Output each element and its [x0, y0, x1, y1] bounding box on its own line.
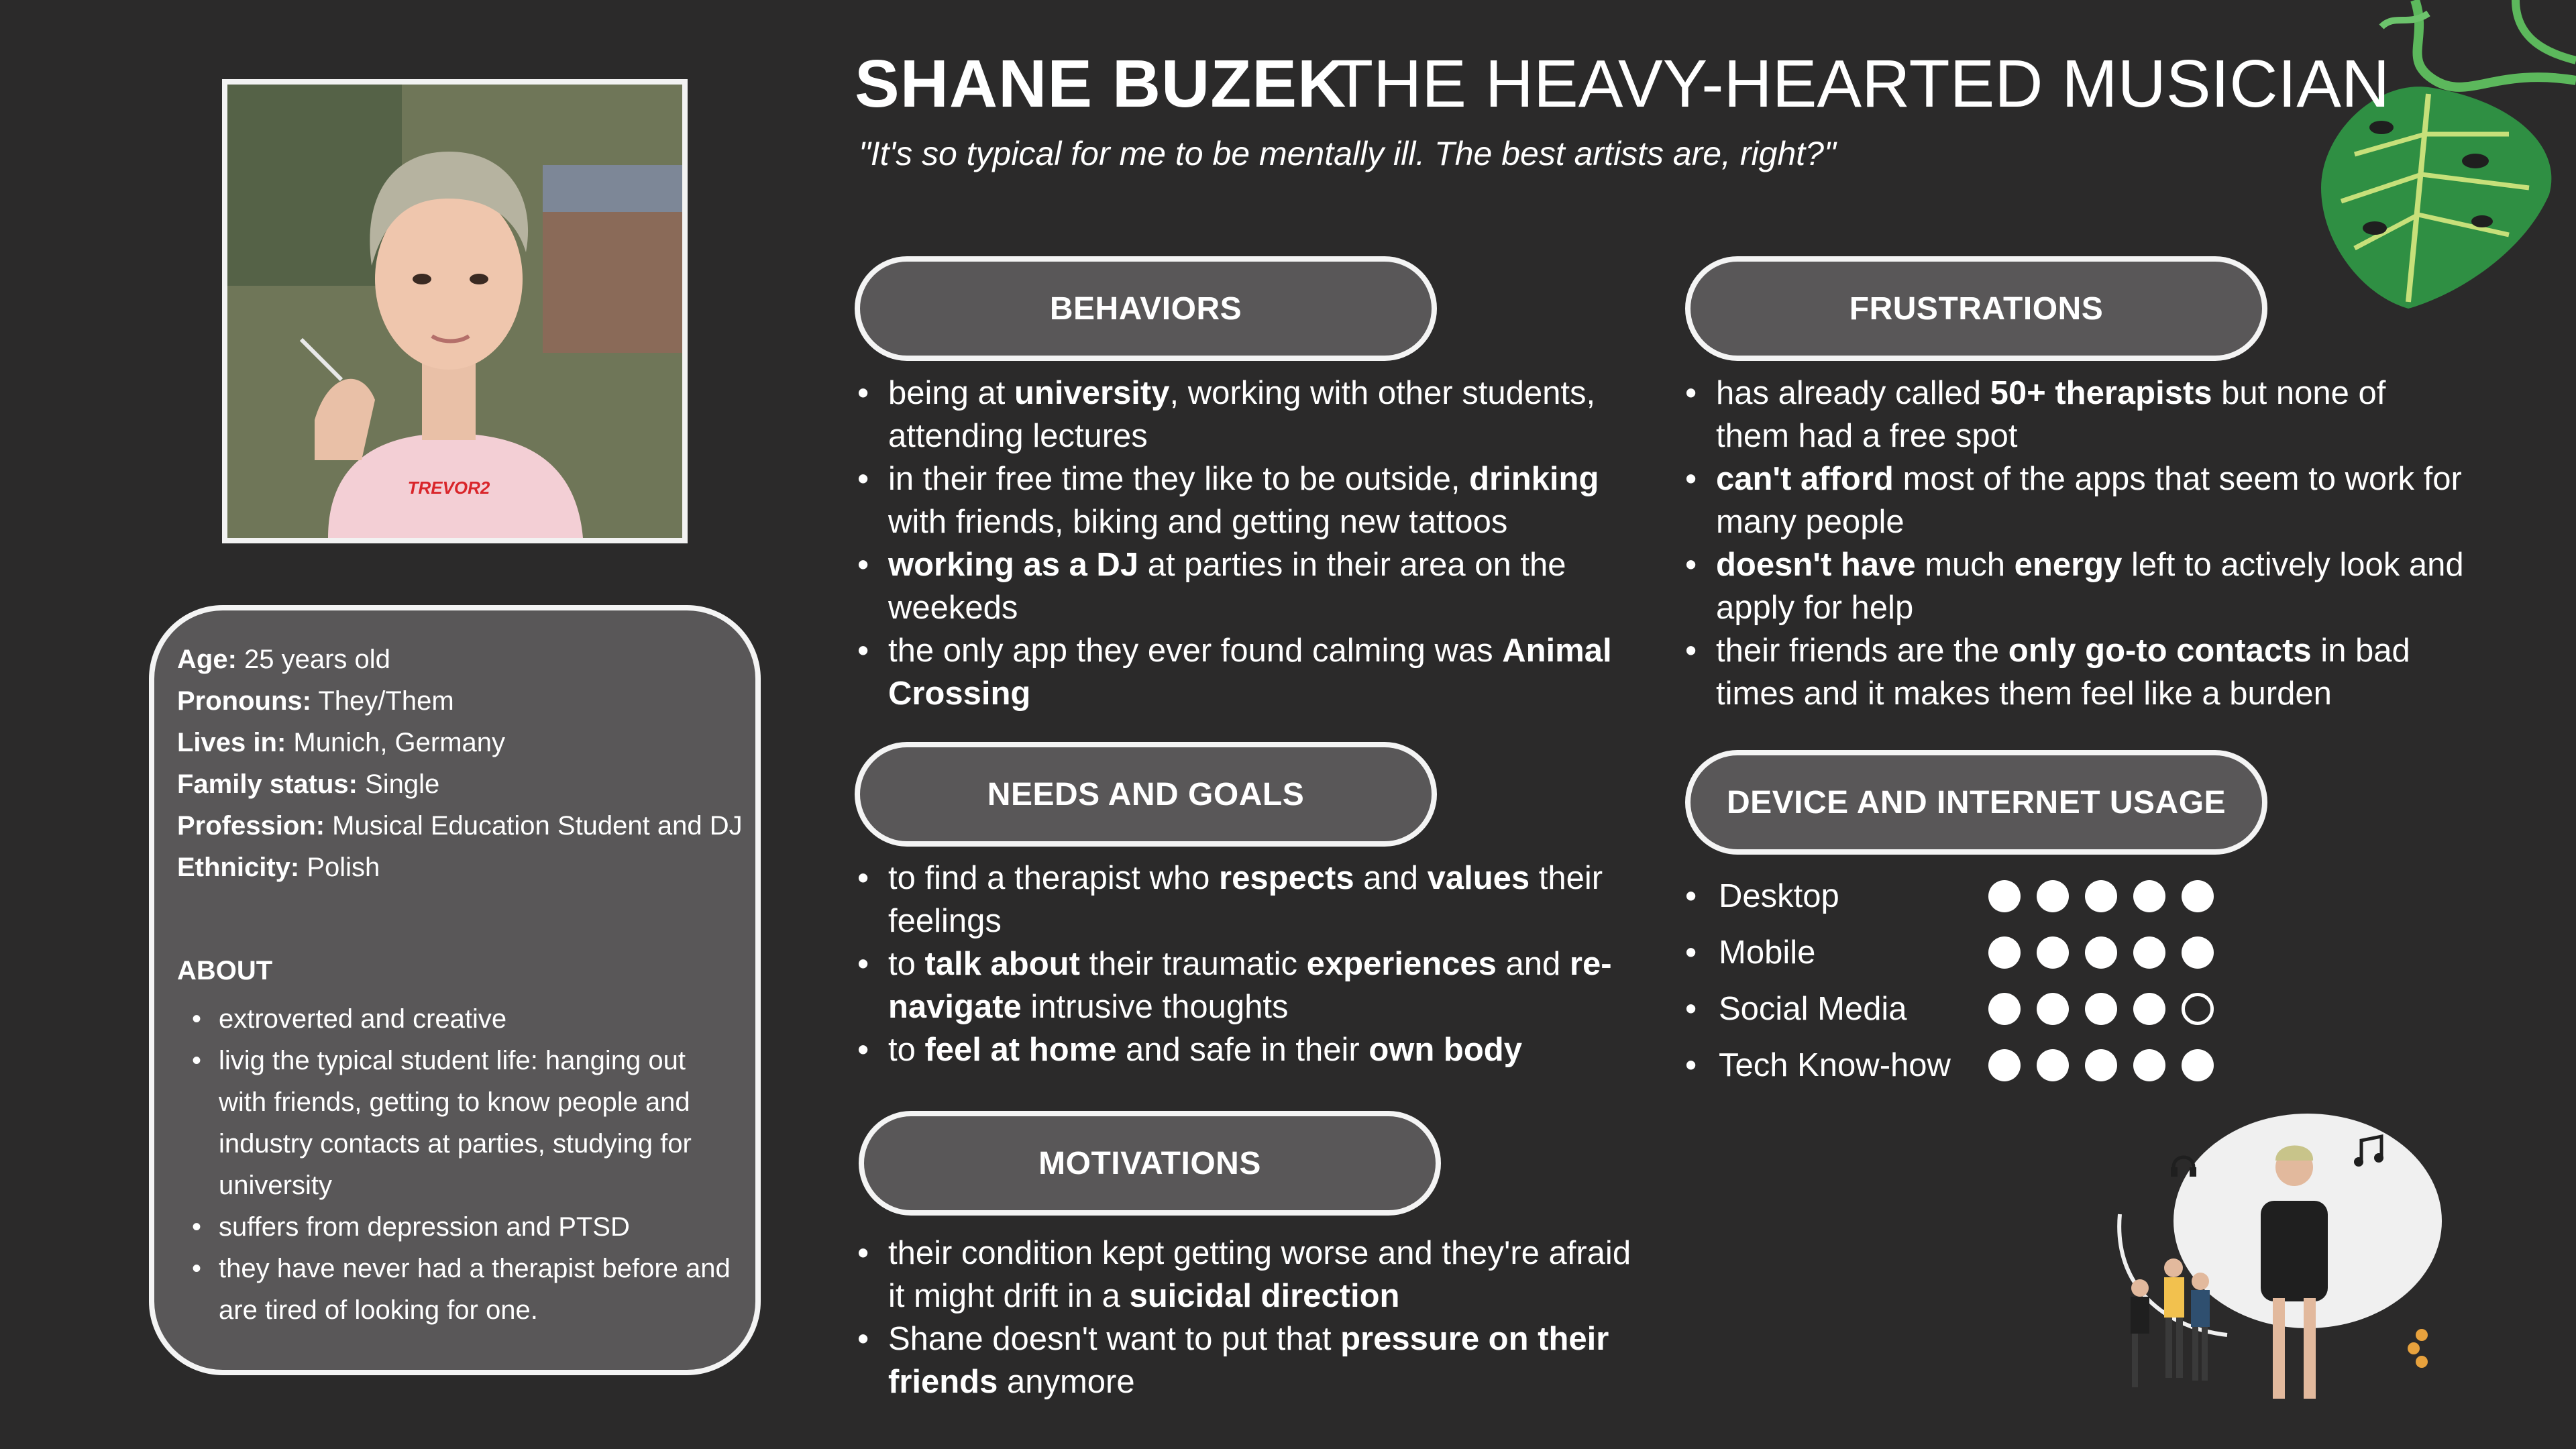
- needs-item: [855, 857, 1640, 943]
- usage-label: • Social Media: [1682, 990, 1907, 1028]
- usage-row: [1682, 1041, 2286, 1097]
- profile-fact-value: They/Them: [311, 686, 454, 716]
- body-text: to find a therapist who: [888, 860, 1220, 896]
- body-text: and: [1354, 860, 1428, 896]
- emphasis-text: respects: [1219, 860, 1354, 896]
- body-text: left to actively look and apply for help: [1716, 547, 2464, 626]
- profile-fact-value: 25 years old: [236, 645, 390, 674]
- about-item: • suffers from depression and PTSD: [177, 1206, 741, 1248]
- emphasis-text: only go-to contacts: [2008, 633, 2312, 669]
- profile-fact-value: Polish: [299, 853, 380, 882]
- rating-dot-filled: [2133, 993, 2165, 1025]
- rating-dot-filled: [2037, 880, 2069, 912]
- body-text: , working with other students, attending lectures: [888, 375, 1596, 454]
- rating-dot-filled: [2037, 936, 2069, 969]
- profile-fact-row: [177, 763, 754, 805]
- about-title: ABOUT: [177, 956, 273, 985]
- body-text: the only app they ever found calming was: [888, 633, 1503, 669]
- behaviors-heading: BEHAVIORS: [855, 256, 1437, 361]
- profile-fact-row: [177, 805, 754, 847]
- profile-fact-label: Family status:: [177, 769, 358, 799]
- behaviors-item: [855, 629, 1640, 715]
- emphasis-text: energy: [2014, 547, 2123, 583]
- body-text: much: [1915, 547, 2015, 583]
- body-text: to: [888, 1032, 925, 1068]
- needs-item: [855, 1028, 1640, 1071]
- rating-dot-empty: [2182, 993, 2214, 1025]
- shirt-print-text: TREVOR2: [407, 478, 490, 498]
- profile-fact-label: Lives in:: [177, 728, 286, 757]
- motivations-heading: MOTIVATIONS: [859, 1111, 1441, 1216]
- frustrations-item: [1682, 458, 2467, 543]
- body-text: but none of them had a free spot: [1716, 375, 2386, 454]
- emphasis-text: can't afford: [1716, 461, 1894, 497]
- frustrations-item: [1682, 543, 2467, 629]
- rating-dot-filled: [2182, 880, 2214, 912]
- needs-goals-list: [855, 857, 1640, 1071]
- persona-quote: "It's so typical for me to be mentally ill. The best artists are, right?": [859, 135, 1836, 172]
- profile-fact-row: [177, 722, 754, 763]
- profile-fact-label: Ethnicity:: [177, 853, 300, 882]
- rating-dot-filled: [1988, 1049, 2021, 1081]
- usage-label: • Mobile: [1682, 934, 1815, 971]
- rating-dots: [1988, 936, 2214, 969]
- rating-dot-filled: [2133, 936, 2165, 969]
- rating-dot-filled: [2085, 880, 2117, 912]
- body-text: at parties in their area on the weekeds: [888, 547, 1566, 626]
- rating-dot-filled: [2133, 1049, 2165, 1081]
- rating-dot-filled: [2085, 936, 2117, 969]
- emphasis-text: 50+ therapists: [1990, 375, 2212, 411]
- motivations-item: [855, 1318, 1640, 1403]
- needs-goals-heading: NEEDS AND GOALS: [855, 742, 1437, 847]
- rating-dot-filled: [2085, 993, 2117, 1025]
- about-item: • they have never had a therapist before and are tired of looking for one.: [177, 1248, 741, 1331]
- behaviors-item: [855, 458, 1640, 543]
- rating-dot-filled: [2037, 993, 2069, 1025]
- body-text: in their free time they like to be outside,: [888, 461, 1470, 497]
- body-text: being at: [888, 375, 1014, 411]
- body-text: most of the apps that seem to work for many people: [1716, 461, 2462, 540]
- emphasis-text: values: [1427, 860, 1530, 896]
- body-text: Shane doesn't want to put that: [888, 1321, 1341, 1357]
- body-text: and: [1496, 946, 1570, 982]
- profile-fact-row: [177, 847, 754, 888]
- emphasis-text: own body: [1368, 1032, 1522, 1068]
- needs-item: [855, 943, 1640, 1028]
- profile-fact-row: [177, 639, 754, 680]
- rating-dots: [1988, 993, 2214, 1025]
- body-text: their feelings: [888, 860, 1603, 939]
- behaviors-list: [855, 372, 1640, 715]
- profile-fact-row: [177, 680, 754, 722]
- rating-dot-filled: [2182, 1049, 2214, 1081]
- body-text: and safe in their: [1116, 1032, 1369, 1068]
- about-list: [177, 998, 741, 1331]
- usage-row: [1682, 928, 2286, 985]
- motivations-item: [855, 1232, 1640, 1318]
- about-item: • livig the typical student life: hanging out with friends, getting to know people and industry contacts at parties, studying for university: [177, 1040, 741, 1206]
- profile-facts: [177, 639, 754, 888]
- emphasis-text: pressure on their friends: [888, 1321, 1609, 1400]
- profile-fact-label: Age:: [177, 645, 237, 674]
- persona-name: SHANE BUZEK: [855, 46, 1347, 121]
- device-usage-heading: DEVICE AND INTERNET USAGE: [1685, 750, 2267, 855]
- profile-photo: [222, 79, 688, 543]
- body-text: has already called: [1716, 375, 1990, 411]
- profile-fact-label: Profession:: [177, 811, 325, 841]
- emphasis-text: doesn't have: [1716, 547, 1916, 583]
- emphasis-text: working as a DJ: [888, 547, 1139, 583]
- usage-row: [1682, 985, 2286, 1041]
- rating-dots: [1988, 1049, 2214, 1081]
- frustrations-item: [1682, 372, 2467, 458]
- about-item: • extroverted and creative: [177, 998, 741, 1040]
- behaviors-item: [855, 372, 1640, 458]
- profile-fact-value: Single: [357, 769, 440, 799]
- usage-label: • Tech Know-how: [1682, 1046, 1951, 1084]
- emphasis-text: feel at home: [924, 1032, 1117, 1068]
- emphasis-text: re-navigate: [888, 946, 1612, 1025]
- frustrations-heading: FRUSTRATIONS: [1685, 256, 2267, 361]
- frustrations-list: [1682, 372, 2467, 715]
- body-text: in bad times and it makes them feel like a burden: [1716, 633, 2410, 712]
- motivations-list: [855, 1232, 1640, 1403]
- rating-dot-filled: [2182, 936, 2214, 969]
- rating-dots: [1988, 880, 2214, 912]
- emphasis-text: suicidal direction: [1129, 1278, 1400, 1314]
- body-text: their condition kept getting worse and they're afraid it might drift in a: [888, 1235, 1631, 1314]
- profile-fact-value: Munich, Germany: [286, 728, 506, 757]
- behaviors-item: [855, 543, 1640, 629]
- body-text: anymore: [998, 1364, 1135, 1400]
- emphasis-text: experiences: [1306, 946, 1497, 982]
- rating-dot-filled: [1988, 993, 2021, 1025]
- body-text: to: [888, 946, 925, 982]
- rating-dot-filled: [1988, 880, 2021, 912]
- rating-dot-filled: [2085, 1049, 2117, 1081]
- profile-fact-label: Pronouns:: [177, 686, 311, 716]
- rating-dot-filled: [2133, 880, 2165, 912]
- frustrations-item: [1682, 629, 2467, 715]
- musician-illustration: [2093, 1114, 2442, 1409]
- usage-label: • Desktop: [1682, 877, 1839, 915]
- usage-row: [1682, 872, 2286, 928]
- rating-dot-filled: [1988, 936, 2021, 969]
- body-text: with friends, biking and getting new tattoos: [888, 504, 1508, 540]
- body-text: their traumatic: [1079, 946, 1307, 982]
- body-text: intrusive thoughts: [1021, 989, 1289, 1025]
- profile-fact-value: Musical Education Student and DJ: [325, 811, 743, 841]
- body-text: their friends are the: [1716, 633, 2008, 669]
- persona-tagline: THE HEAVY-HEARTED MUSICIAN: [1332, 46, 2390, 121]
- emphasis-text: drinking: [1469, 461, 1599, 497]
- emphasis-text: university: [1014, 375, 1170, 411]
- emphasis-text: Animal Crossing: [888, 633, 1612, 712]
- emphasis-text: talk about: [924, 946, 1080, 982]
- rating-dot-filled: [2037, 1049, 2069, 1081]
